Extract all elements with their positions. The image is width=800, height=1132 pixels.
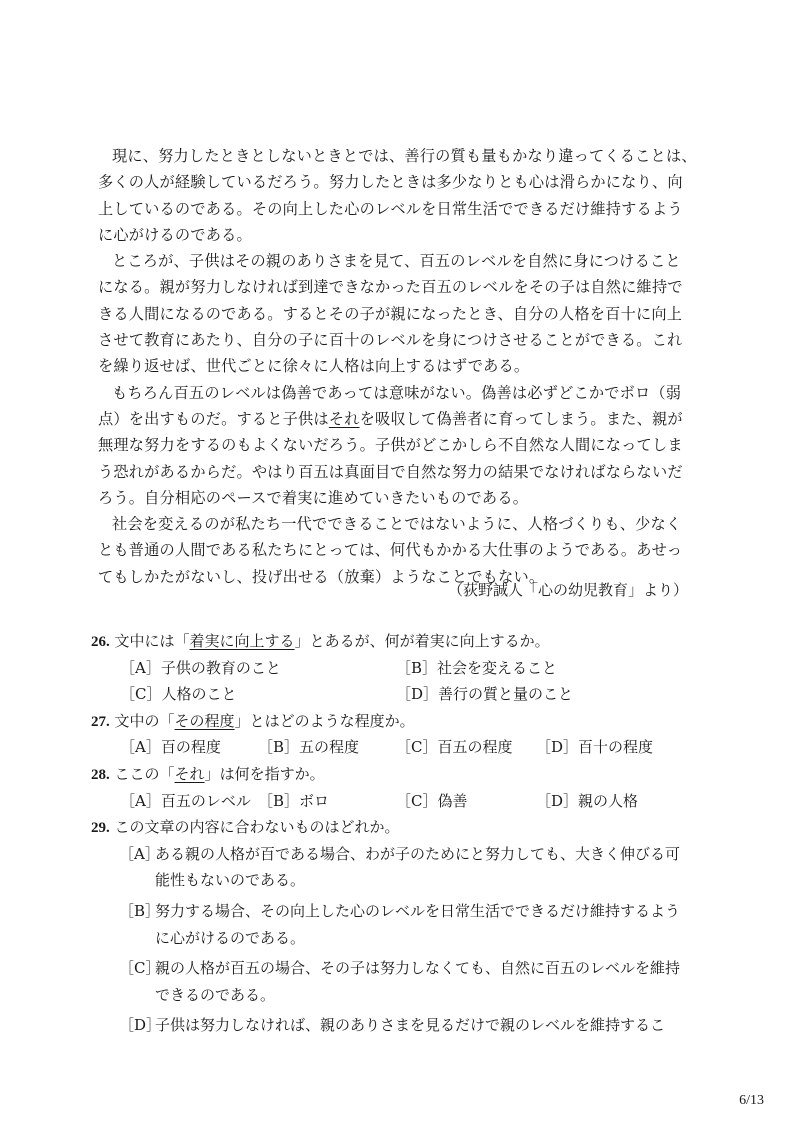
passage-line: う恐れがあるからだ。やはり百五は真面目で自然な努力の結果でなければならないだ xyxy=(98,462,683,481)
option-a[interactable]: ［A］子供の教育のこと xyxy=(120,658,281,677)
options-row xyxy=(91,655,711,682)
underlined-phrase: 着実に向上する xyxy=(189,632,295,650)
options-list xyxy=(91,841,711,1039)
option-d[interactable]: ［D］親の人格 xyxy=(536,791,639,810)
passage-line: てもしかたがないし、投げ出せる（放棄）ようなことでもない。 xyxy=(98,567,545,586)
option-c[interactable]: ［C］偽善 xyxy=(396,791,468,810)
option-label: ［A］ xyxy=(119,844,160,863)
option-d[interactable]: ［D］百十の程度 xyxy=(536,738,654,757)
passage-line: になる。親が努力しなければ到達できなかった百五のレベルをその子は自然に維持で xyxy=(98,278,683,297)
option-a[interactable]: ［A］百の程度 xyxy=(120,738,221,757)
passage-line: とも普通の人間である私たちにとっては、何代もかかる大仕事のようである。あせっ xyxy=(98,541,683,560)
question-26 xyxy=(91,628,711,655)
passage-line: 上しているのである。その向上した心のレベルを日常生活でできるだけ維持するよう xyxy=(98,199,683,218)
question-number: 29. xyxy=(91,820,110,837)
passage-line: に心がけるのである。 xyxy=(98,225,252,244)
question-28 xyxy=(91,761,711,788)
question-text: 」とあるが、何が着実に向上するか。 xyxy=(294,632,550,650)
passage-line: ところが、子供はその親のありさまを見て、百五のレベルを自然に身につけること xyxy=(112,252,681,271)
question-text: ここの「 xyxy=(114,764,175,783)
passage-line: 多くの人が経験しているだろう。努力したときは多少なりとも心は滑らかになり、向 xyxy=(98,173,683,192)
question-27 xyxy=(91,708,711,735)
passage-line: 無理な努力をするのもよくないだろう。子供がどこかしら不自然な人間になってしま xyxy=(98,436,683,455)
question-text: 文中には「 xyxy=(114,632,190,650)
passage-line: もちろん百五のレベルは偽善であっては意味がない。偽善は必ずどこかでボロ（弱 xyxy=(112,383,682,402)
passage-line: させて教育にあたり、自分の子に百十のレベルを身につけさせることができる。これ xyxy=(98,331,683,350)
option-c[interactable] xyxy=(119,955,711,1008)
option-text: 子供は努力しなければ、親のありさまを見るだけで親のレベルを維持するこ xyxy=(155,1016,666,1035)
question-text: 」は何を指すか。 xyxy=(204,764,325,783)
question-number: 28. xyxy=(91,766,110,783)
question-number: 27. xyxy=(91,713,110,730)
passage-text: 点）を出すものだ。すると子供は xyxy=(98,409,329,428)
option-c[interactable]: ［C］人格のこと xyxy=(120,685,237,704)
option-d[interactable] xyxy=(119,1012,711,1039)
passage-line: 社会を変えるのが私たち一代でできることではないように、人格づくりも、少なく xyxy=(112,515,682,534)
option-b[interactable]: ［B］五の程度 xyxy=(258,738,360,757)
passage-line-with-underline xyxy=(98,406,690,432)
question-text: この文章の内容に合わないものはどれか。 xyxy=(114,818,400,837)
passage-line: 現に、努力したときとしないときとでは、善行の質も量もかなり違ってくることは、 xyxy=(112,147,697,165)
reading-passage xyxy=(98,143,697,590)
page-number: 6/13 xyxy=(739,1093,764,1108)
options-row xyxy=(91,734,711,761)
option-label: ［B］ xyxy=(119,901,161,920)
option-text: ある親の人格が百である場合、わが子のためにと努力しても、大きく伸びる可能性もないのである。 xyxy=(155,844,681,890)
question-text: 」とはどのような程度か。 xyxy=(234,711,415,730)
option-c[interactable]: ［C］百五の程度 xyxy=(396,738,513,757)
options-row xyxy=(91,788,711,815)
passage-line: きる人間になるのである。するとその子が親になったとき、自分の人格を百十に向上 xyxy=(98,304,683,323)
question-list xyxy=(91,628,711,1043)
passage-source: （荻野誠人「心の幼児教育」より） xyxy=(448,581,689,599)
option-text: 努力する場合、その向上した心のレベルを日常生活でできるだけ維持するように心がけるのである。 xyxy=(155,901,681,947)
option-b[interactable]: ［B］ボロ xyxy=(258,791,330,810)
passage-text: を吸収して偽善者に育ってしまう。また、親が xyxy=(359,409,683,428)
underlined-phrase: それ xyxy=(174,764,205,783)
passage-line: を繰り返せば、世代ごとに徐々に人格は向上するはずである。 xyxy=(98,357,530,376)
underlined-phrase: それ xyxy=(328,409,360,428)
option-b[interactable] xyxy=(119,898,711,951)
question-text: 文中の「 xyxy=(114,711,175,730)
option-text: 親の人格が百五の場合、その子は努力しなくても、自然に百五のレベルを維持できるのである。 xyxy=(155,959,681,1004)
option-a[interactable]: ［A］百五のレベル xyxy=(120,791,251,810)
question-number: 26. xyxy=(91,634,110,650)
option-label: ［C］ xyxy=(119,959,161,978)
option-a[interactable] xyxy=(119,841,711,894)
options-row xyxy=(91,681,711,708)
option-d[interactable]: ［D］善行の質と量のこと xyxy=(396,685,574,704)
option-b[interactable]: ［B］社会を変えること xyxy=(396,658,558,677)
question-29 xyxy=(91,814,711,841)
underlined-phrase: その程度 xyxy=(174,711,235,730)
passage-line: ろう。自分相応のペースで着実に進めていきたいものである。 xyxy=(98,488,529,507)
option-label: ［D］ xyxy=(119,1016,162,1035)
